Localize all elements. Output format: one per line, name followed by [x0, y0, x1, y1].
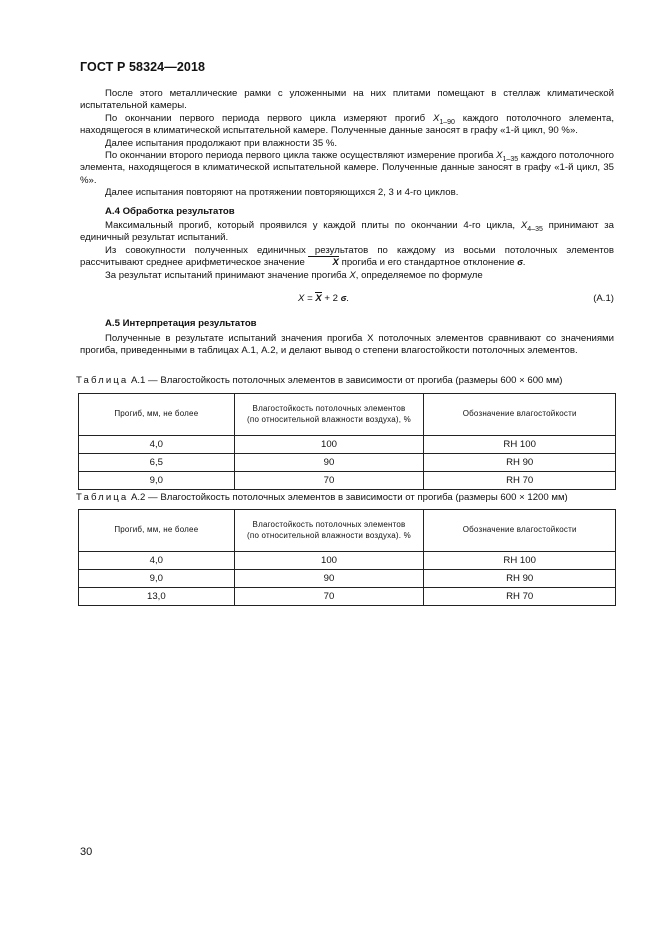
sigma-symbol: ϭ: [517, 257, 523, 269]
paragraph: За результат испытаний принимают значение прогиба X, определяемое по формуле: [105, 269, 483, 281]
column-header: Прогиб, мм, не более: [79, 510, 235, 552]
paragraph: Из совокупности полученных единичных результатов по каждому из восьми потолочных элементов рассчитывают среднее арифметическое значение X прогиба и его стандартное отклонение ϭ.: [80, 244, 614, 269]
body-text: [80, 88, 614, 357]
table-row: 4,0 100 RH 100: [79, 436, 616, 454]
column-header: Прогиб, мм, не более: [79, 394, 235, 436]
table-row: 6,5 90 RH 90: [79, 454, 616, 472]
mean-symbol: X: [308, 257, 339, 269]
formula-expression: X = X + 2 ϭ.: [298, 293, 349, 305]
column-header: Обозначение влагостойкости: [424, 510, 616, 552]
table-a2: [78, 509, 616, 606]
formula-a1: [80, 286, 614, 312]
table-caption: Таблица А.2 — Влагостойкость потолочных элементов в зависимости от прогиба (размеры 600 × 1200 мм): [76, 492, 568, 503]
table-a1: [78, 393, 616, 490]
paragraph: Далее испытания продолжают при влажности 35 %.: [105, 137, 338, 149]
section-heading-a5: А.5 Интерпретация результатов: [105, 318, 257, 330]
page-number: 30: [80, 846, 93, 858]
column-header: Влагостойкость потолочных элементов (по относительной влажности воздуха). %: [234, 510, 424, 552]
table-row: 9,0 70 RH 70: [79, 472, 616, 490]
paragraph: Максимальный прогиб, который проявился у каждой плиты по окончании 4-го цикла, $X_{4-35}$ принимают за единичный результат испытаний.: [80, 220, 614, 244]
table-row: 13,0 70 RH 70: [79, 588, 616, 606]
paragraph: Далее испытания повторяют на протяжении повторяющихся 2, 3 и 4-го циклов.: [105, 187, 459, 199]
table-caption: Таблица А.1 — Влагостойкость потолочных элементов в зависимости от прогиба (размеры 600 × 600 мм): [76, 375, 563, 386]
table-row: 9,0 90 RH 90: [79, 570, 616, 588]
formula-number: (А.1): [593, 293, 614, 305]
paragraph: По окончании второго периода первого цикла также осуществляют измерение прогиба $X_{1-35}$ каждого потолочного элемента, находящегося в климатической испытательной камере. Полученные данные заносят в графу «1-й цикл, 35 %».: [80, 150, 614, 186]
column-header: Обозначение влагостойкости: [424, 394, 616, 436]
paragraph: Полученные в результате испытаний значения прогиба X потолочных элементов сравнивают со значениями прогиба, приведенными в таблицах А.1, А.2, и делают вывод о степени влагостойкости потолочных элементов.: [80, 332, 614, 356]
table-row: 4,0 100 RH 100: [79, 552, 616, 570]
document-header: ГОСТ Р 58324—2018: [80, 60, 206, 74]
paragraph: По окончании первого периода первого цикла измеряют прогиб $X_{1-90}$ каждого потолочного элемента, находящегося в климатической испытательной камере. Полученные данные заносят в графу «1-й цикл, 90 %».: [80, 112, 614, 137]
paragraph: После этого металлические рамки с уложенными на них плитами помещают в стеллаж климатической испытательной камеры.: [80, 88, 614, 112]
column-header: Влагостойкость потолочных элементов (по относительной влажности воздуха), %: [234, 394, 424, 436]
section-heading-a4: А.4 Обработка результатов: [105, 205, 235, 217]
